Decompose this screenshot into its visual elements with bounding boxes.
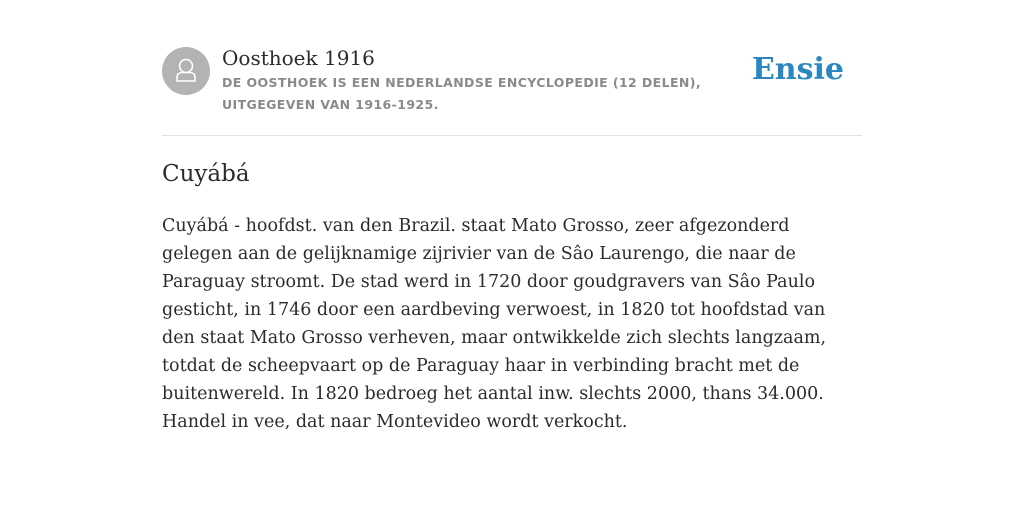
article-body: Cuyábá - hoofdst. van den Brazil. staat Mato Grosso, zeer afgezonderd gelegen aan de gelijknamige zijrivier van de Sâo Laurengo, die naar de Paraguay stroomt. De stad werd in 1720 door goudgravers van Sâo Paulo gesticht, in 1746 door een aardbeving verwoest, in 1820 tot hoofdstad van den staat Mato Grosso verheven, maar ontwikkelde zich slechts langzaam, totdat de scheepvaart op de Paraguay haar in verbinding bracht met de buitenwereld. In 1820 bedroeg het aantal inw. slechts 2000, thans 34.000. Handel in vee, dat naar Montevideo wordt verkocht. (162, 216, 827, 432)
source-description: DE OOSTHOEK IS EEN NEDERLANDSE ENCYCLOPEDIE (12 DELEN), UITGEGEVEN VAN 1916-1925. (222, 75, 702, 112)
brand-logo[interactable]: Ensie (751, 52, 844, 87)
source-name[interactable]: Oosthoek 1916 (222, 46, 375, 70)
header-divider (162, 135, 862, 136)
article-title: Cuyábá (162, 161, 250, 187)
user-avatar-icon[interactable] (162, 47, 210, 95)
source-header (162, 46, 862, 136)
